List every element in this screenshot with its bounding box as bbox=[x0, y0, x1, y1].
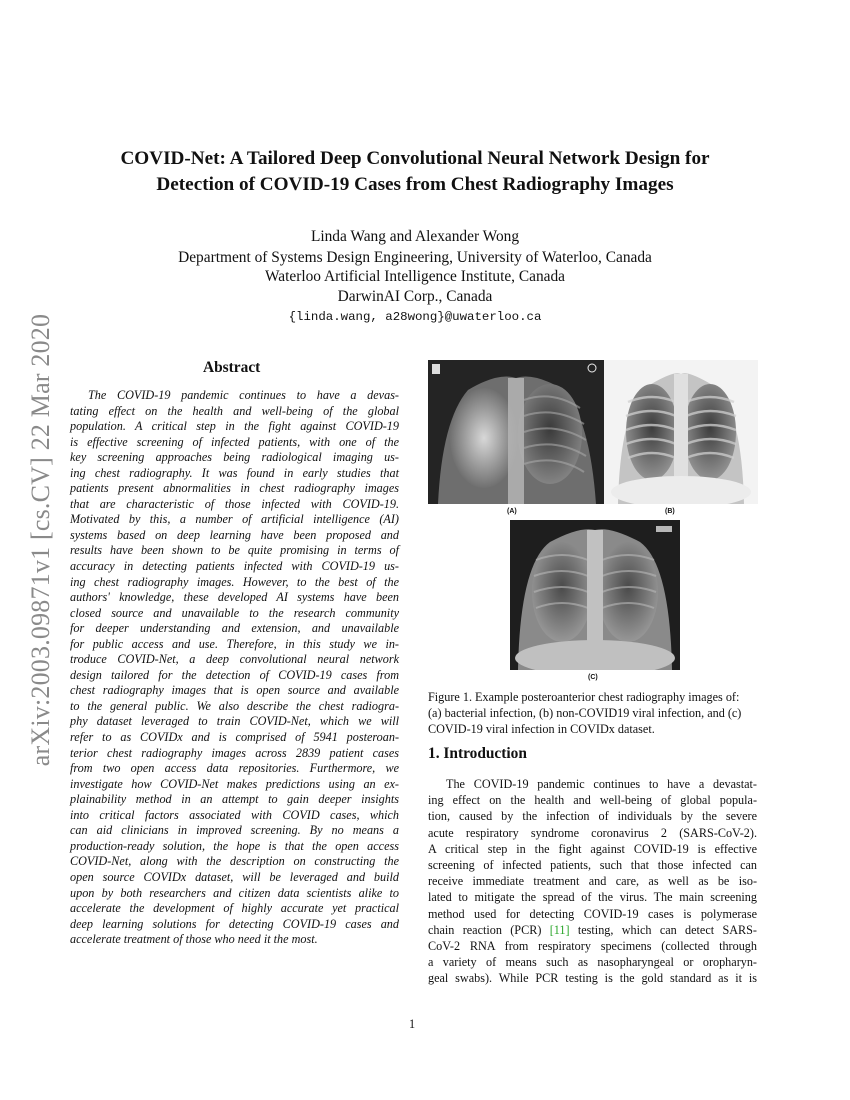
introduction-line bbox=[428, 922, 757, 938]
abstract-line: from two open access data repositories. Furthermore, we bbox=[70, 761, 399, 776]
caption-line: COVID-19 viral infection in COVIDx dataset. bbox=[428, 722, 655, 736]
author-email: {linda.wang, a28wong}@uwaterloo.ca bbox=[288, 310, 542, 324]
abstract-line: key screening approaches being radiological imaging us- bbox=[70, 450, 399, 465]
author-block bbox=[90, 227, 740, 328]
abstract-line: patients present abnormalities in chest radiography images bbox=[70, 481, 399, 496]
affiliation-line: DarwinAI Corp., Canada bbox=[337, 287, 493, 305]
abstract-line: investigate how COVID-Net makes predictions using an ex- bbox=[70, 776, 399, 791]
citation-link[interactable]: [11] bbox=[549, 922, 570, 937]
abstract-line: population. A critical step in the fight against COVID-19 bbox=[70, 419, 399, 434]
introduction-line: a variety of means such as nasopharyngeal or oropharyn- bbox=[428, 955, 757, 970]
title-line: Detection of COVID-19 Cases from Chest Radiography Images bbox=[156, 174, 674, 195]
abstract-line: results have been shown to be quite promising in terms of bbox=[70, 543, 399, 558]
arxiv-identifier-text: arXiv:2003.09871v1 [cs.CV] 22 Mar 2020 bbox=[26, 313, 55, 767]
abstract-line: refer to as COVIDx and is comprised of 5941 posteroan- bbox=[70, 730, 399, 745]
caption-line: (a) bacterial infection, (b) non-COVID19 viral infection, and (c) bbox=[428, 706, 742, 720]
abstract-line: tating effect on the health and well-being of the global bbox=[70, 403, 399, 418]
abstract-line: to the general public. We also describe the chest radiogra- bbox=[70, 698, 399, 713]
introduction-line: CoV-2 RNA from respiratory specimens (collected through bbox=[428, 939, 757, 954]
abstract-line: ing chest radiography. It was found in early studies that bbox=[70, 465, 399, 480]
abstract-line: The COVID-19 pandemic continues to have a devas- bbox=[88, 388, 399, 402]
abstract-line: upon by both researchers and citizen data scientists alike to bbox=[70, 885, 399, 900]
arxiv-identifier-stamp bbox=[19, 290, 63, 790]
abstract-line: design tailored for the detection of COVID-19 cases from bbox=[70, 667, 399, 682]
abstract-line: for public access and use. Therefore, in this study we in- bbox=[70, 636, 399, 651]
introduction-line: lated to mitigate the spread of the virus. The main screening bbox=[428, 890, 757, 905]
introduction-line: tion, caused by the infection of individuals by the severe bbox=[428, 809, 757, 824]
abstract-line: accelerate the development of highly accurate yet practical bbox=[70, 901, 399, 916]
affiliation-line: Department of Systems Design Engineering, University of Waterloo, Canada bbox=[178, 248, 652, 266]
abstract-heading: Abstract bbox=[203, 359, 261, 376]
abstract-line: troduce COVID-Net, a deep convolutional neural network bbox=[70, 652, 399, 667]
abstract-line: that are characteristic of those infected with COVID-19. bbox=[70, 496, 399, 511]
abstract-body bbox=[70, 388, 399, 948]
introduction-line: screening of infected patients, such that those infected can bbox=[428, 858, 757, 873]
xray-image-c bbox=[510, 520, 680, 670]
introduction-line: The COVID-19 pandemic continues to have a devastat- bbox=[446, 777, 757, 791]
panel-label-a: (A) bbox=[507, 508, 517, 515]
title-line: COVID-Net: A Tailored Deep Convolutional Neural Network Design for bbox=[120, 148, 710, 169]
abstract-line: chest radiography images that is open source and available bbox=[70, 683, 399, 698]
abstract-line: production-ready solution, the hope is that the open access bbox=[70, 838, 399, 853]
abstract-line: accelerate treatment of those who need it the most. bbox=[70, 932, 318, 947]
introduction-line: A critical step in the fight against COVID-19 is effective bbox=[428, 841, 757, 856]
abstract-line: authors' knowledge, these developed AI systems have been bbox=[70, 590, 399, 605]
abstract-line: for deeper understanding and extension, and unavailable bbox=[70, 621, 399, 636]
abstract-line: into critical factors associated with COVID cases, which bbox=[70, 807, 399, 822]
page-number: 1 bbox=[409, 1017, 416, 1031]
xray-image-b bbox=[604, 360, 758, 504]
introduction-line: receive immediate treatment and care, as well as be iso- bbox=[428, 874, 757, 889]
panel-label-b: (B) bbox=[665, 508, 675, 515]
figure-1 bbox=[428, 360, 758, 680]
xray-image-a bbox=[428, 360, 604, 504]
introduction-body bbox=[428, 776, 757, 987]
abstract-line: COVID-Net, along with the description on constructing the bbox=[70, 854, 399, 869]
affiliation-line: Waterloo Artificial Intelligence Institute, Canada bbox=[264, 268, 566, 285]
introduction-line: method used for detecting COVID-19 cases is polymerase bbox=[428, 906, 757, 921]
abstract-line: terior chest radiography images across 2839 patient cases bbox=[70, 745, 399, 760]
abstract-line: phy dataset leveraged to train COVID-Net, which we will bbox=[70, 714, 399, 729]
abstract-line: can aid clinicians in improved screening. By no means a bbox=[70, 823, 399, 838]
introduction-text: chain reaction (PCR) bbox=[428, 922, 550, 937]
introduction-line: ing effect on the health and well-being of global popula- bbox=[428, 793, 757, 808]
abstract-line: ing chest radiography images. However, to the best of the bbox=[70, 574, 399, 589]
abstract-line: is effective screening of infected patients, with one of the bbox=[70, 434, 399, 449]
introduction-text: testing, which can detect SARS- bbox=[569, 922, 757, 937]
abstract-line: open source COVIDx dataset, will be leveraged and build bbox=[70, 869, 399, 884]
caption-line: Figure 1. Example posteroanterior chest radiography images of: bbox=[428, 690, 740, 704]
introduction-line: geal swabs). While PCR testing is the gold standard as it is bbox=[428, 971, 757, 986]
abstract-line: systems based on deep learning have been proposed and bbox=[70, 527, 399, 542]
introduction-line: acute respiratory syndrome coronavirus 2 (SARS-CoV-2). bbox=[428, 825, 757, 840]
abstract-line: plainability method in an attempt to gain deeper insights bbox=[70, 792, 399, 807]
figure-caption bbox=[428, 689, 758, 737]
abstract-line: Motivated by this, a number of artificial intelligence (AI) bbox=[70, 512, 399, 527]
abstract-line: closed source and unavailable to the research community bbox=[70, 605, 399, 620]
abstract-line: deep learning solutions for detecting COVID-19 cases and bbox=[70, 916, 399, 931]
panel-label-c: (C) bbox=[588, 674, 598, 681]
section-heading-introduction: 1. Introduction bbox=[428, 745, 527, 762]
author-names: Linda Wang and Alexander Wong bbox=[310, 228, 520, 245]
paper-title bbox=[90, 146, 740, 198]
abstract-line: accuracy in detecting patients infected with COVID-19 us- bbox=[70, 559, 399, 574]
